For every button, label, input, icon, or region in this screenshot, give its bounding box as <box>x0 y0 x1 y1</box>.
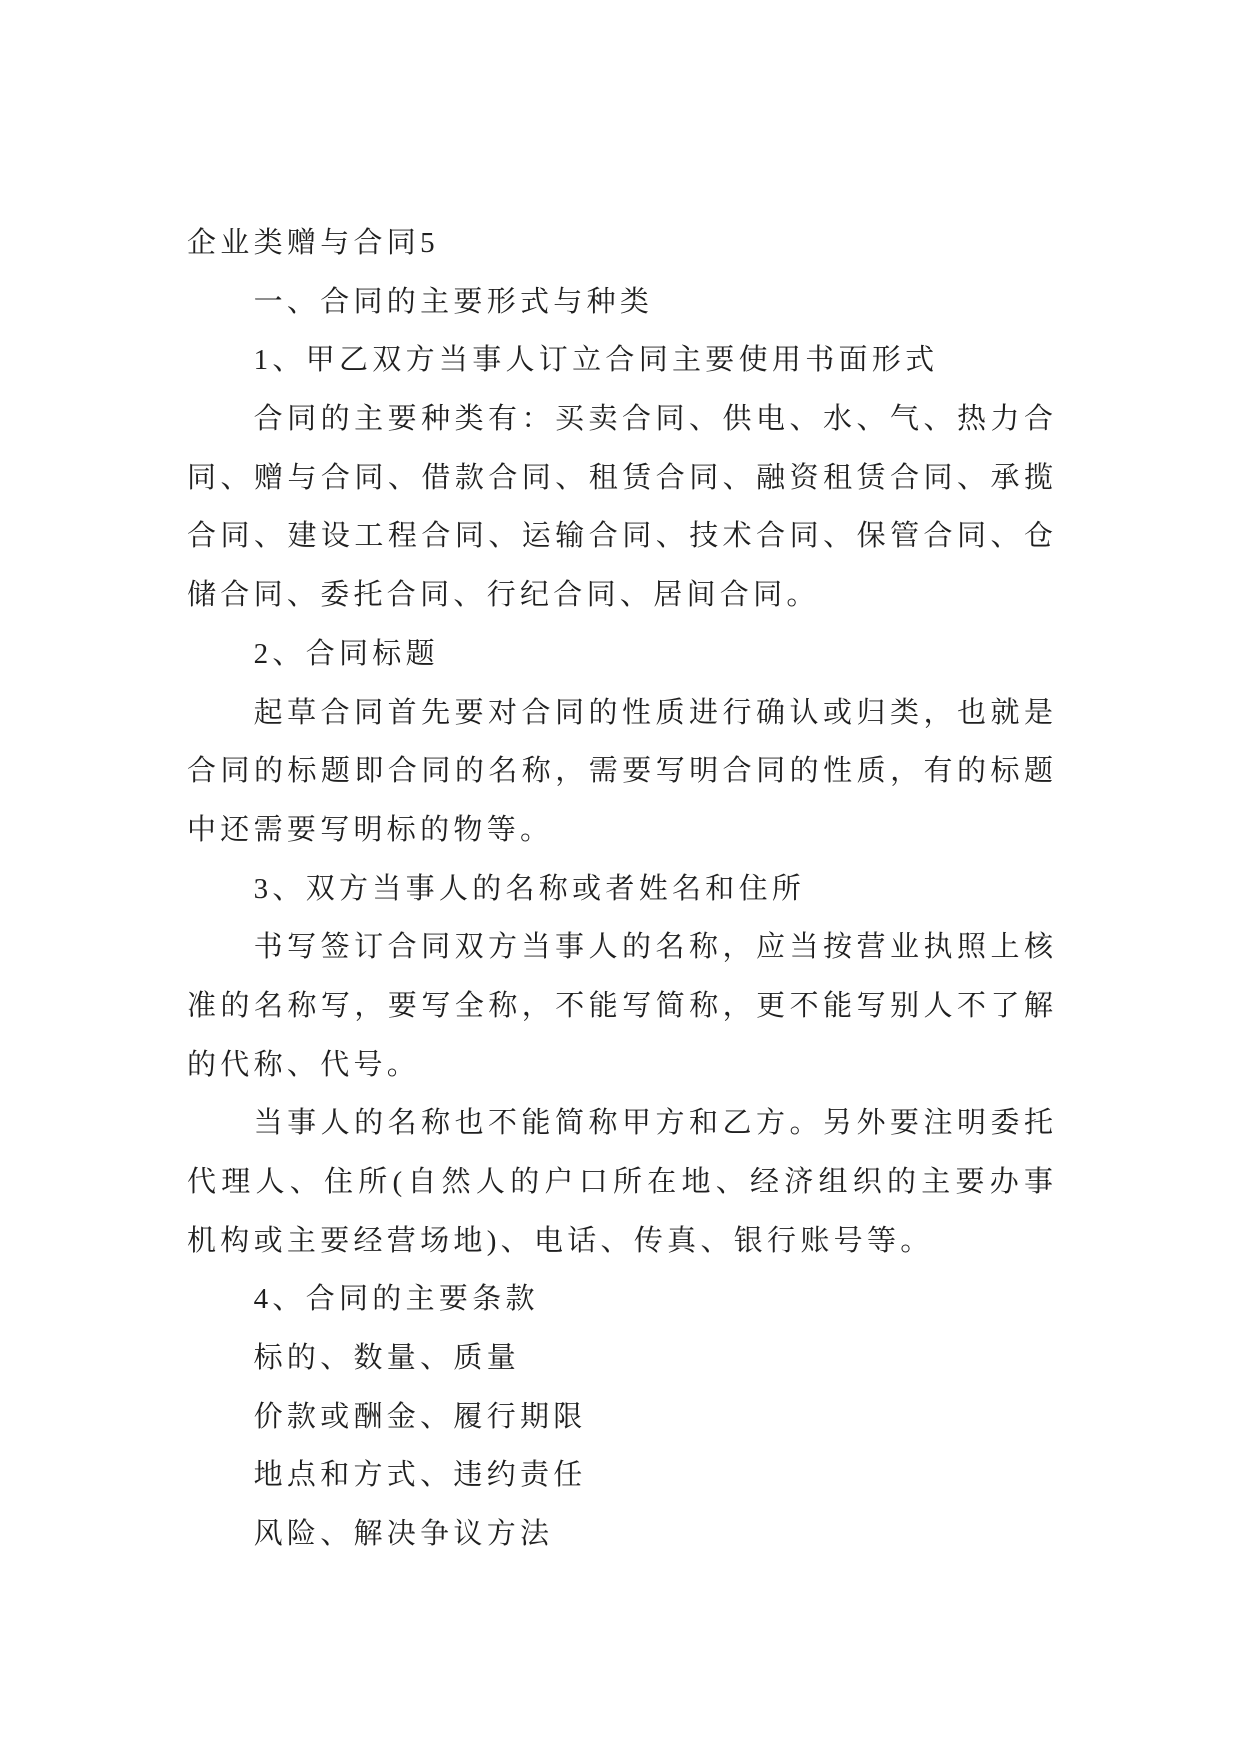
paragraph <box>187 918 1053 1094</box>
clause-item <box>187 1388 1053 1447</box>
heading-line: 2、合同标题 <box>253 637 439 670</box>
paragraph-line: 储合同、委托合同、行纪合同、居间合同。 <box>187 579 820 612</box>
clause-item <box>187 1446 1053 1505</box>
paragraph-line: 风险、解决争议方法 <box>253 1518 554 1551</box>
subsection-heading <box>187 331 1053 390</box>
paragraph <box>187 684 1053 860</box>
document-body <box>187 214 1053 1564</box>
paragraph-line: 合同、建设工程合同、运输合同、技术合同、保管合同、仓 <box>187 520 1053 553</box>
paragraph <box>187 390 1053 625</box>
clause-item <box>187 1505 1053 1564</box>
paragraph-line: 同、赠与合同、借款合同、租赁合同、融资租赁合同、承揽 <box>187 461 1053 494</box>
heading-line: 1、甲乙双方当事人订立合同主要使用书面形式 <box>253 344 939 377</box>
document-title: 企业类赠与合同5 <box>187 227 439 259</box>
section-heading <box>187 273 1053 332</box>
paragraph-line: 当事人的名称也不能简称甲方和乙方。另外要注明委托 <box>253 1107 1053 1140</box>
paragraph-line: 合同的标题即合同的名称，需要写明合同的性质，有的标题 <box>187 755 1053 788</box>
paragraph-line: 标的、数量、质量 <box>253 1342 520 1375</box>
subsection-heading <box>187 625 1053 684</box>
paragraph-line: 中还需要写明标的物等。 <box>187 813 554 846</box>
heading-line: 一、合同的主要形式与种类 <box>253 285 654 318</box>
paragraph-line: 的代称、代号。 <box>187 1048 421 1081</box>
paragraph-line: 书写签订合同双方当事人的名称，应当按营业执照上核 <box>253 931 1053 964</box>
paragraph-line: 机构或主要经营场地)、电话、传真、银行账号等。 <box>187 1224 934 1257</box>
heading-line: 3、双方当事人的名称或者姓名和住所 <box>253 872 806 905</box>
paragraph-line: 地点和方式、违约责任 <box>253 1459 587 1492</box>
heading-line: 4、合同的主要条款 <box>253 1283 539 1316</box>
clause-item <box>187 1329 1053 1388</box>
paragraph-line: 代理人、住所(自然人的户口所在地、经济组织的主要办事 <box>187 1166 1053 1198</box>
subsection-heading <box>187 860 1053 919</box>
paragraph-line: 合同的主要种类有：买卖合同、供电、水、气、热力合 <box>253 403 1053 436</box>
paragraph-line: 价款或酬金、履行期限 <box>253 1400 587 1433</box>
paragraph-line: 准的名称写，要写全称，不能写简称，更不能写别人不了解 <box>187 989 1053 1022</box>
subsection-heading <box>187 1270 1053 1329</box>
paragraph <box>187 1094 1053 1270</box>
paragraph-line: 起草合同首先要对合同的性质进行确认或归类，也就是 <box>253 696 1053 729</box>
